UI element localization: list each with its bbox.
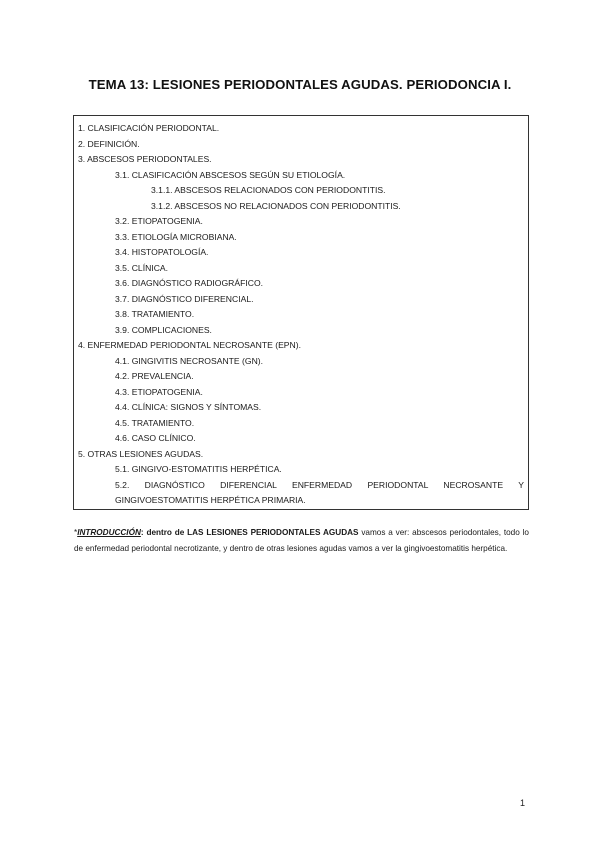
toc-item: 3.6. DIAGNÓSTICO RADIOGRÁFICO. (115, 278, 264, 288)
intro-colon: : (140, 528, 147, 537)
toc-item: 3.2. ETIOPATOGENIA. (115, 216, 203, 226)
toc-item: 3.8. TRATAMIENTO. (115, 309, 195, 319)
page-number: 1 (520, 798, 526, 808)
toc-item: 4.5. TRATAMIENTO. (115, 417, 195, 428)
toc-item: 3.1. CLASIFICACIÓN ABSCESOS SEGÚN SU ETIOLOGÍA. (115, 169, 346, 180)
toc-item: 1. CLASIFICACIÓN PERIODONTAL. (78, 123, 220, 133)
toc-item: 5.1. GINGIVO-ESTOMATITIS HERPÉTICA. (115, 464, 282, 474)
table-of-contents (73, 115, 529, 510)
toc-item: 4.4. CLÍNICA: SIGNOS Y SÍNTOMAS. (115, 402, 262, 412)
toc-item-wrap-line2: GINGIVOESTOMATITIS HERPÉTICA PRIMARIA. (115, 495, 306, 505)
toc-item: 3. ABSCESOS PERIODONTALES. (78, 154, 212, 164)
toc-item: 2. DEFINICIÓN. (78, 138, 140, 149)
intro-asterisk: * (74, 528, 78, 537)
toc-item: 3.7. DIAGNÓSTICO DIFERENCIAL. (115, 293, 254, 304)
intro-body: vamos a ver: abscesos periodontales, todo lo de enfermedad periodontal necrotizante, y dentro de otras lesiones agudas vamos a ver la gingivoestomatitis herpética. (74, 528, 529, 553)
intro-bold-lead: dentro de LAS LESIONES PERIODONTALES AGUDAS (146, 528, 359, 537)
intro-label: INTRODUCCIÓN (77, 528, 141, 537)
toc-item: 4.2. PREVALENCIA. (115, 371, 194, 381)
toc-item: 3.5. CLÍNICA. (115, 262, 169, 273)
toc-item: 3.1.2. ABSCESOS NO RELACIONADOS CON PERIODONTITIS. (151, 200, 401, 211)
toc-item: 4. ENFERMEDAD PERIODONTAL NECROSANTE (EPN). (78, 340, 301, 350)
toc-item: 4.6. CASO CLÍNICO. (115, 433, 196, 443)
toc-item: 4.3. ETIOPATOGENIA. (115, 386, 203, 397)
toc-item: 3.1.1. ABSCESOS RELACIONADOS CON PERIODONTITIS. (151, 185, 386, 195)
toc-item: 3.9. COMPLICACIONES. (115, 324, 212, 335)
introduction-paragraph (74, 525, 529, 556)
page-title: TEMA 13: LESIONES PERIODONTALES AGUDAS. PERIODONCIA I. (88, 77, 512, 92)
toc-item: 3.3. ETIOLOGÍA MICROBIANA. (115, 231, 237, 242)
toc-item: 4.1. GINGIVITIS NECROSANTE (GN). (115, 355, 264, 366)
toc-item: 5. OTRAS LESIONES AGUDAS. (78, 448, 204, 459)
toc-item-wrap-line1: 5.2. DIAGNÓSTICO DIFERENCIAL ENFERMEDAD PERIODONTAL NECROSANTE Y (115, 479, 524, 490)
toc-item: 3.4. HISTOPATOLOGÍA. (115, 247, 209, 257)
